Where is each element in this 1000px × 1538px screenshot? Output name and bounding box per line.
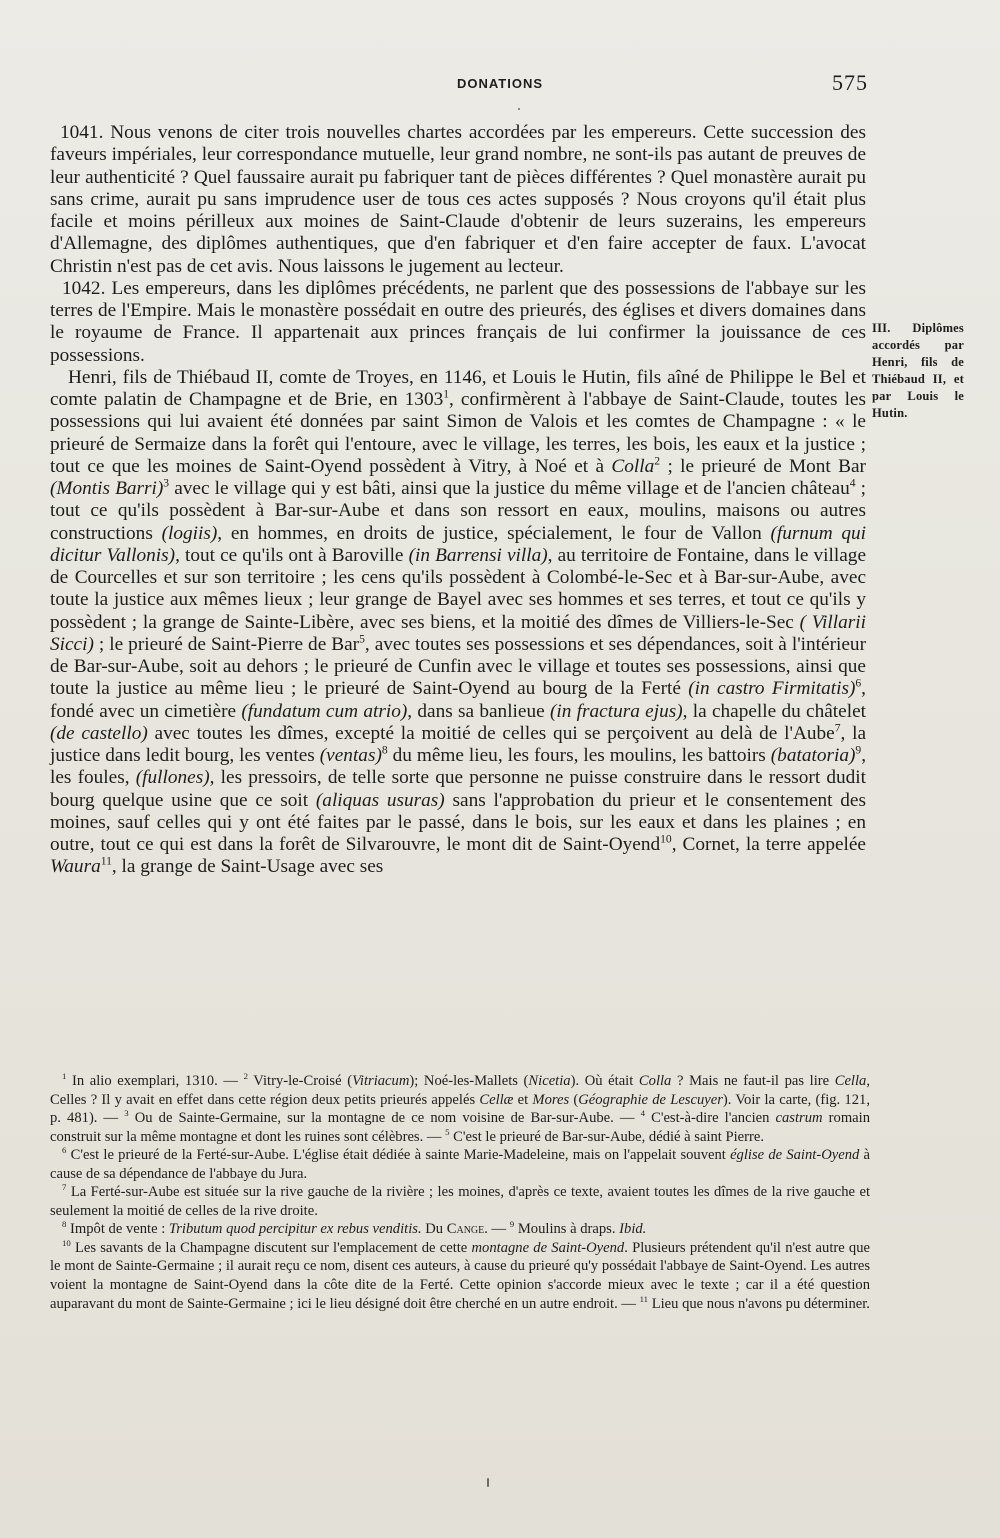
ink-speck (518, 108, 520, 110)
footnote-text: In alio exemplari, 1310. — (66, 1073, 244, 1089)
latin-term: (Montis Barri) (50, 478, 164, 499)
margin-note: III. Diplômes accordés par Henri, fils de Thiébaud II, et par Louis le Hutin. (872, 321, 964, 420)
footnote-number: 4 (640, 1108, 645, 1119)
main-text (50, 122, 866, 879)
footnote-text: ). Où était (570, 1073, 639, 1089)
text-run: , avec toutes ses possessions et ses dépendances, soit à l'intérieur de Bar-sur-Aube, soit au dehors ; le prieuré de Cunfin avec le village et toutes ses possessions, ainsi que toute la justice au même lieu ; le prieuré de Saint-Oyend au bourg de la Ferté (50, 633, 866, 700)
footnote-6 (50, 1146, 870, 1183)
footnote-text: Moulins à draps. (514, 1221, 620, 1238)
paragraph-henri (50, 367, 866, 879)
footnote-ref: 8 (381, 743, 388, 757)
footnote-italic: castrum (775, 1110, 823, 1127)
footnote-text: Ou de Sainte-Germaine, sur la montagne de ce nom voisine de Bar-sur-Aube. — (128, 1110, 641, 1127)
footnote-italic: Cellæ (479, 1091, 514, 1108)
footnote-italic: Nicetia (528, 1073, 571, 1089)
footnote-text: . — (484, 1221, 510, 1238)
footnote-text: romain construit sur la même montagne et dont les ruines sont célèbres. — (50, 1110, 871, 1145)
text-run: ; le prieuré de Mont Bar (660, 455, 866, 477)
footnote-smallcaps: Cange (446, 1221, 485, 1238)
footnote-number: 6 (62, 1145, 67, 1156)
footnote-number: 5 (445, 1126, 450, 1137)
footnote-ref: 4 (849, 476, 856, 490)
footnote-text: Du (421, 1221, 447, 1238)
footnote-number: 9 (509, 1219, 515, 1230)
latin-term: (furnum qui dicitur Vallonis) (50, 522, 866, 566)
footnote-number: 10 (62, 1238, 71, 1249)
text-run: avec toutes les dîmes, excepté la moitié de celles qui se perçoivent au delà de l'Aube (147, 722, 835, 744)
text-run: , au territoire de Fontaine, dans le village de Courcelles et sur son territoire ; les cens qu'ils possèdent à Colombé-le-Sec et à Bar-sur-Aube, avec toute la justice aux mêmes lieux ; leur grange de Bayel avec ses hommes et ses terres, et tout ce qu'ils y possèdent ; la grange de Sainte-Libère, avec ses biens, et la moitié des dîmes de Villiers-le-Sec (50, 544, 867, 633)
footnote-text: Vitry-le-Croisé ( (247, 1073, 353, 1089)
text-run: , fondé avec un cimetière (50, 678, 866, 722)
text-run: , confirmèrent à l'abbaye de Saint-Claude, toutes les possessions qui lui avaient été données par saint Simon de Valois et les comtes de Champagne : « le prieuré de Sermaize dans la forêt qui l'entoure, avec le village, les terres, les bois, les eaux et la justice ; tout ce que les moines de Saint-Oyend possèdent à Vitry, à Noé et à (50, 389, 866, 477)
footnotes (50, 1072, 870, 1313)
footnote-ref: 9 (855, 743, 862, 757)
latin-term: Waura (50, 856, 101, 878)
running-title: DONATIONS (456, 76, 544, 91)
footnote-ref: 2 (654, 454, 661, 468)
latin-term: (fundatum cum atrio) (241, 700, 408, 722)
latin-term: (ventas) (319, 745, 382, 766)
footnote-number: 2 (243, 1071, 248, 1082)
footnote-8-9 (50, 1220, 870, 1239)
footnote-text: . Plusieurs prétendent qu'il n'est autre que le mont de Sainte-Germaine ; il aurait reçu ce nom, disent ces auteurs, à cause du prieuré qu'y possédait l'abbaye de Saint-Oyend. Les autres voient la montagne de Saint-Oyend dans la côte dite de la Ferté. Cette opinion s'accorde mieux avec le texte ; car il a été question auparavant du mont de Sainte-Germaine ; ici le lieu désigné doit être cherché en un autre endroit. — (50, 1239, 870, 1312)
footnote-italic: Ibid. (619, 1221, 647, 1238)
latin-term: (logiis) (161, 522, 218, 544)
footnote-text: C'est-à-dire l'ancien (644, 1110, 776, 1127)
footnote-text: Impôt de vente : (66, 1221, 169, 1238)
footnote-text: à cause de sa dépendance de l'abbaye du Jura. (50, 1147, 870, 1182)
footnote-italic: Mores (532, 1091, 570, 1108)
footnote-text: , Celles ? Il y avait en effet dans cette région deux petits prieurés appelés (50, 1073, 870, 1108)
footnote-text: ). Voir la carte, (fig. 121, p. 481). — (50, 1091, 870, 1127)
footnote-text: et (513, 1091, 533, 1108)
footnote-italic: montagne de Saint-Oyend (471, 1239, 625, 1256)
footnote-italic: Géographie de Lescuyer (578, 1091, 723, 1108)
footnote-ref: 11 (100, 854, 112, 868)
page-number: 575 (832, 70, 868, 95)
footnote-ref: 1 (443, 387, 450, 401)
text-run: du même lieu, les fours, les moulins, les battoirs (387, 745, 771, 766)
paragraph-text: Nous venons de citer trois nouvelles chartes accordées par les empereurs. Cette succession des faveurs impériales, leur correspondance mutuelle, leur grand nombre, ne sont-ils pas autant de preuves de leur authenticité ? Quel faussaire aurait pu fabriquer tant de pièces différentes ? Quel monastère aurait pu sans crime, aurait pu sans imprudence user de tous ces actes supposés ? Nous croyons qu'il était plus facile et moins périlleux aux moines de Saint-Claude d'obtenir de leurs suzerains, les empereurs d'Allemagne, des diplômes authentiques, que d'en fabriquer et d'en faire accepter de faux. L'avocat Christin n'est pas de cet avis. Nous laissons le jugement au lecteur. (50, 122, 866, 277)
footnote-italic: église de Saint-Oyend (730, 1147, 860, 1164)
latin-term: (in fractura ejus) (549, 700, 683, 722)
text-run: , la chapelle du châtelet (682, 700, 866, 722)
footnote-text: ); Noé-les-Mallets ( (409, 1073, 529, 1089)
latin-term: (aliquas usuras) (315, 789, 445, 811)
latin-term: (in castro Firmitatis) (688, 678, 856, 700)
footnote-ref: 7 (834, 721, 841, 735)
footnote-text: Les savants de la Champagne discutent sur l'emplacement de cette (70, 1239, 472, 1256)
footnote-text: Lieu que nous n'avons pu déterminer. (648, 1295, 870, 1312)
text-run: , dans sa banlieue (407, 700, 550, 722)
latin-term: (in Barrensi villa) (408, 544, 548, 566)
footnote-italic: Colla (638, 1073, 672, 1089)
text-run: , Cornet, la terre appelée (671, 834, 866, 855)
footnote-number: 3 (124, 1108, 129, 1119)
text-run: , la justice dans ledit bourg, les ventes (50, 722, 866, 766)
text-run: , les foules, (50, 745, 867, 789)
footnote-text: C'est le prieuré de Bar-sur-Aube, dédié à saint Pierre. (449, 1128, 765, 1145)
paragraph-1041 (50, 122, 866, 278)
footnote-7 (50, 1183, 870, 1220)
text-run: ; le prieuré de Saint-Pierre de Bar (93, 633, 360, 655)
footnote-ref: 5 (359, 632, 365, 646)
text-run: ; tout ce qu'ils possèdent à Bar-sur-Aube et dans son ressort en eaux, moulins, maisons ou autres constructions (50, 478, 866, 544)
footnote-number: 7 (62, 1182, 67, 1193)
paragraph-number: 1042. (62, 277, 106, 299)
footnote-text: ? Mais ne faut-il pas lire (671, 1073, 835, 1089)
latin-term: (de castello) (50, 722, 148, 744)
paragraph-text: Les empereurs, dans les diplômes précédents, ne parlent que des possessions de l'abbaye sur les terres de l'Empire. Mais le monastère possédait en outre des prieurés, des églises et divers domaines dans le royaume de France. Il appartenait aux princes français de lui confirmer la jouissance de ces possessions. (50, 277, 866, 366)
footnote-italic: Cella (834, 1073, 867, 1089)
ink-speck (487, 1478, 489, 1487)
text-run: , la grange de Saint-Usage avec ses (111, 856, 384, 878)
footnote-ref: 6 (855, 676, 862, 690)
paragraph-number: 1041. (60, 122, 104, 143)
footnote-number: 11 (639, 1293, 649, 1304)
latin-term: (fullones) (135, 767, 210, 789)
footnote-text: C'est le prieuré de la Ferté-sur-Aube. L'église était dédiée à sainte Marie-Madeleine, mais on l'appelait souvent (66, 1147, 731, 1164)
footnote-italic: Vitriacum (352, 1073, 410, 1089)
text-run: , en hommes, en droits de justice, spécialement, le four de Vallon (217, 522, 771, 544)
footnote-text: La Ferté-sur-Aube est située sur la rive gauche de la rivière ; les moines, d'après ce texte, avaient toutes les dîmes de la rive gauche et seulement la moitié de celles de la rive droite. (50, 1184, 870, 1219)
text-run: , tout ce qu'ils ont à Baroville (175, 544, 409, 566)
footnote-italic: Tributum quod percipitur ex rebus venditis. (168, 1221, 422, 1238)
footnote-10-11 (50, 1239, 870, 1313)
paragraph-1042 (50, 278, 866, 367)
footnote-1-5 (50, 1072, 870, 1146)
latin-term: ( Villarii Sicci) (50, 611, 866, 655)
latin-term: Colla (611, 455, 655, 477)
text-run: , les pressoirs, de telle sorte que personne ne puisse construire dans le ressort dudit bourg quelque usine que ce soit (50, 767, 867, 811)
footnote-number: 1 (62, 1071, 67, 1082)
text-run: sans l'approbation du prieur et le consentement des moines, sauf celles qui y ont été faites par le passé, dans le bois, sur les eaux et dans les plaines ; en outre, tout ce qui est dans la forêt de Silvarouvre, le mont dit de Saint-Oyend (50, 789, 866, 855)
latin-term: (batatoria) (770, 745, 856, 766)
footnote-ref: 3 (163, 476, 170, 490)
text-run: Henri, fils de Thiébaud II, comte de Troyes, en 1146, et Louis le Hutin, fils aîné de Philippe le Bel et comte palatin de Champagne et de Brie, en 1303 (50, 366, 866, 410)
footnote-number: 8 (62, 1219, 67, 1230)
text-run: avec le village qui y est bâti, ainsi que la justice du même village et de l'ancien château (169, 478, 850, 499)
footnote-ref: 10 (660, 832, 672, 846)
footnote-text: ( (569, 1091, 579, 1108)
